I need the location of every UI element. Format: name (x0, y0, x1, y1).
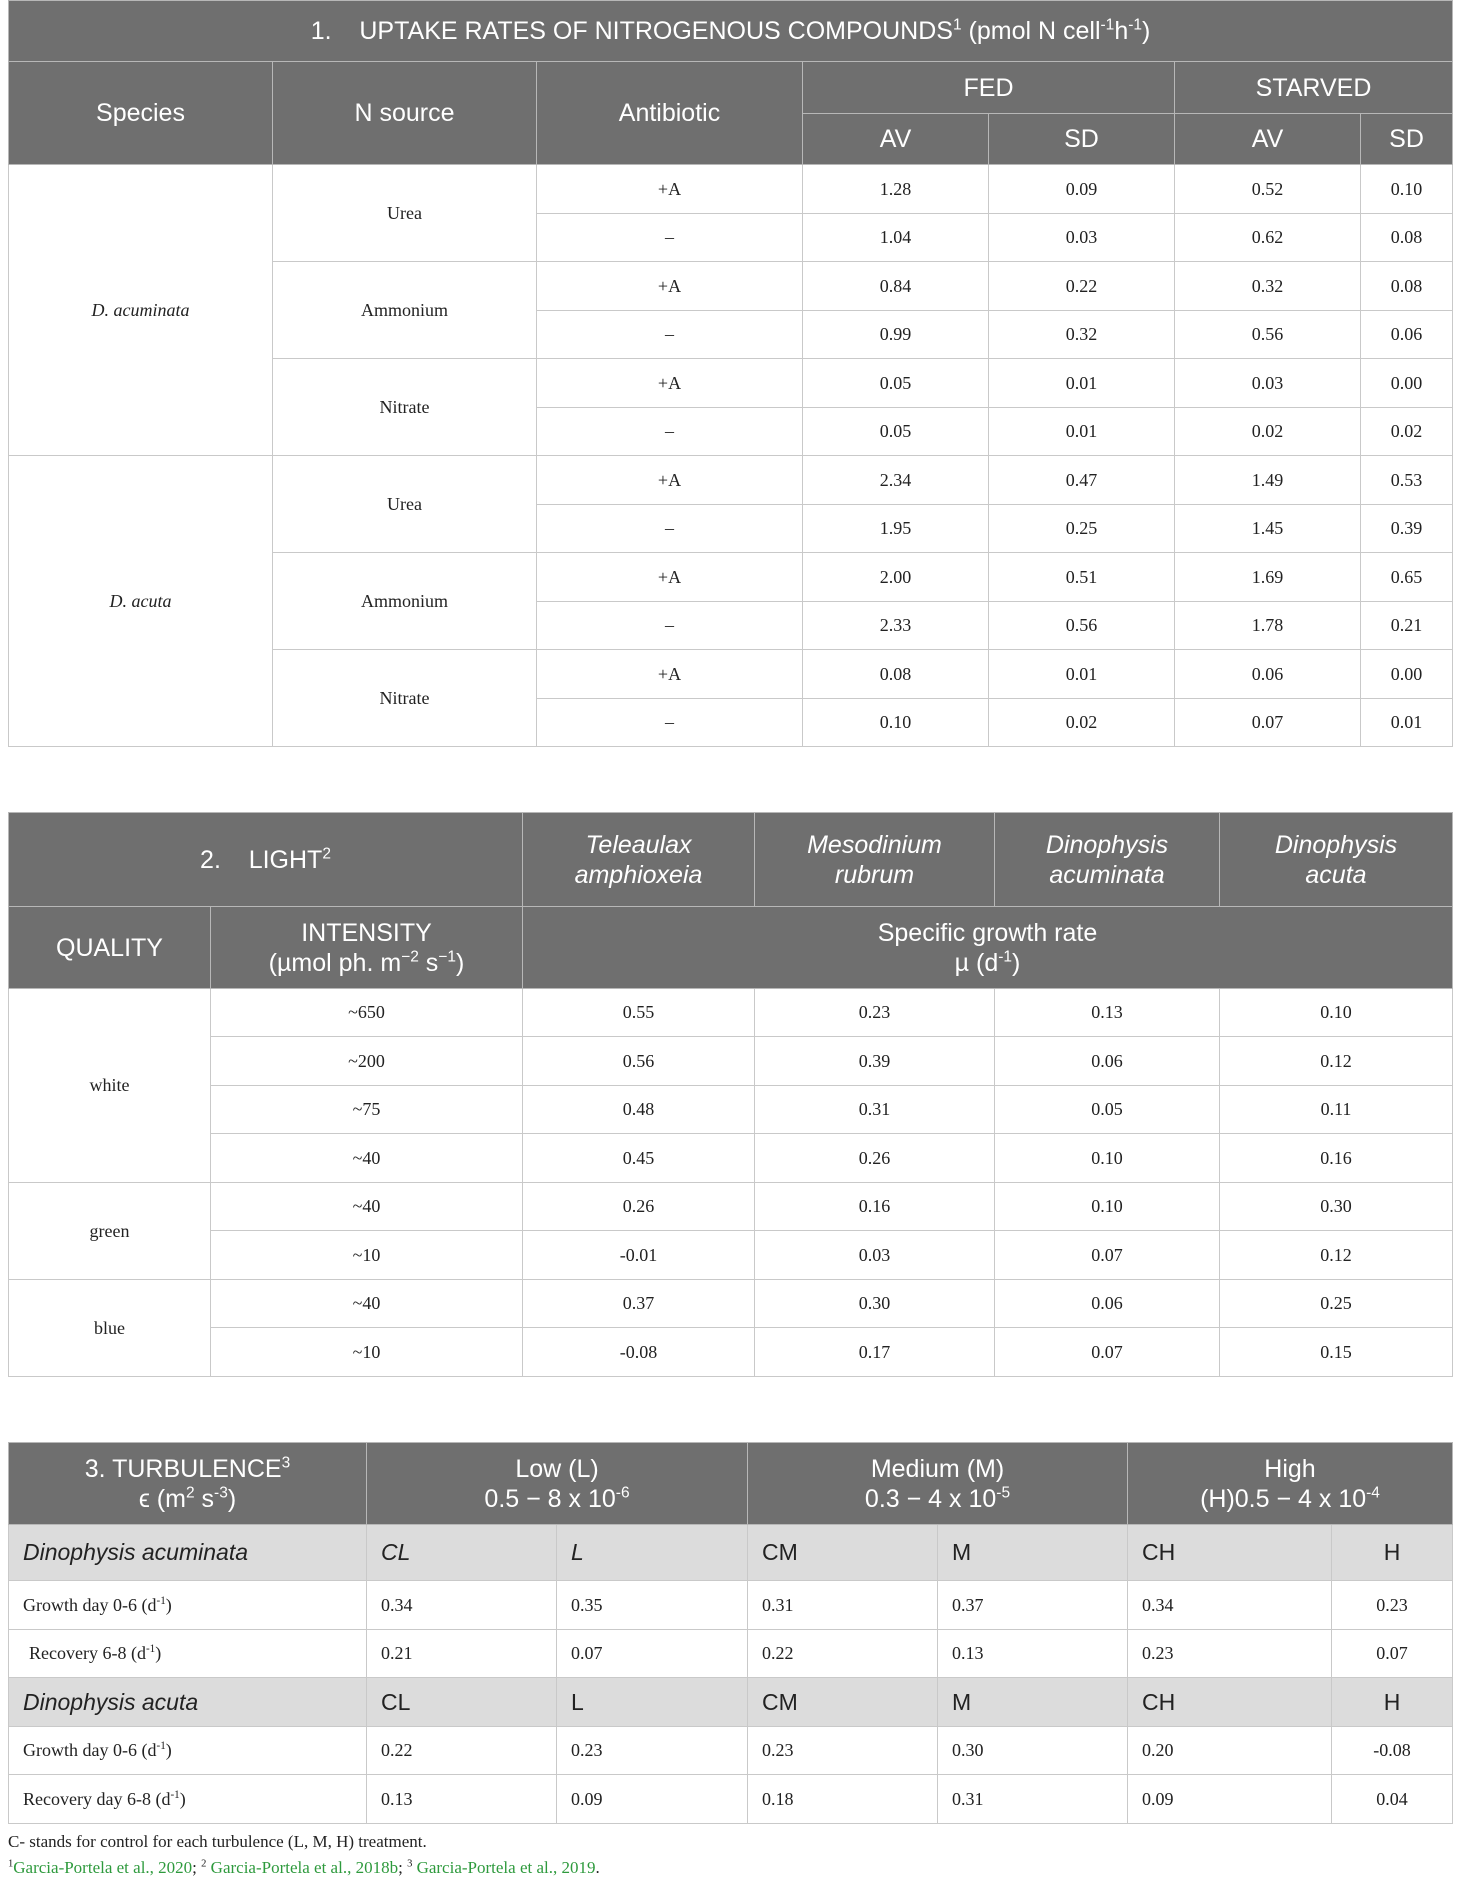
value-cell: 0.07 (557, 1630, 748, 1678)
species-header (523, 813, 755, 907)
ref-end: . (595, 1858, 600, 1877)
starved-av-cell: 1.78 (1175, 602, 1361, 650)
value-cell: 0.34 (367, 1581, 557, 1630)
value-cell: 0.23 (1332, 1581, 1453, 1630)
col-fed: FED (803, 62, 1175, 114)
row-label-sup: -1 (170, 1788, 180, 1801)
value-cell: 0.20 (1128, 1727, 1332, 1775)
treatment-label: M (938, 1525, 1128, 1581)
medium-line1: Medium (M) (870, 1454, 1005, 1483)
table3-unit-sup2: -3 (214, 1484, 228, 1502)
fed-av-cell: 2.34 (803, 456, 989, 505)
value-cell: 0.03 (755, 1231, 995, 1280)
fed-av-cell: 0.08 (803, 650, 989, 699)
species-name-line1: Dinophysis (1274, 830, 1398, 859)
citation-link-1[interactable]: Garcia-Portela et al., 2020 (13, 1858, 193, 1877)
table-row (9, 1086, 1453, 1134)
quality-cell: green (9, 1183, 211, 1280)
value-cell: 0.09 (557, 1775, 748, 1824)
treatment-label: H (1332, 1525, 1453, 1581)
treatment-label: CH (1128, 1678, 1332, 1727)
table1-title-sup: 1 (952, 16, 962, 34)
value-cell: -0.01 (523, 1231, 755, 1280)
value-cell: 0.13 (938, 1630, 1128, 1678)
table1-title (9, 1, 1453, 62)
starved-sd-cell: 0.39 (1361, 505, 1453, 553)
intensity-cell: ~10 (211, 1328, 523, 1377)
col-growth-rate (523, 907, 1453, 989)
starved-sd-cell: 0.21 (1361, 602, 1453, 650)
table3-title-text: 3. TURBULENCE (84, 1454, 282, 1483)
starved-av-cell: 0.32 (1175, 262, 1361, 311)
species-name-line1: Mesodinium (807, 830, 942, 859)
citation-link-3[interactable]: Garcia-Portela et al., 2019 (416, 1858, 596, 1877)
value-cell: 0.34 (1128, 1581, 1332, 1630)
fed-av-cell: 2.33 (803, 602, 989, 650)
low-range: 0.5 − 8 x 10 (484, 1484, 616, 1513)
fed-sd-cell: 0.32 (989, 311, 1175, 359)
antibiotic-cell: – (537, 408, 803, 456)
species-name-line1: Teleaulax (585, 830, 692, 859)
starved-sd-cell: 0.06 (1361, 311, 1453, 359)
intensity-cell: ~40 (211, 1183, 523, 1231)
row-label-text: Recovery day 6-8 (d (23, 1788, 171, 1809)
species-name-line2: amphioxeia (574, 860, 703, 889)
starved-av-cell: 0.03 (1175, 359, 1361, 408)
col-low (367, 1443, 748, 1525)
table-row (9, 1775, 1453, 1824)
col-antibiotic: Antibiotic (537, 62, 803, 165)
antibiotic-cell: +A (537, 359, 803, 408)
value-cell: 0.17 (755, 1328, 995, 1377)
intensity-unit-close: ) (455, 948, 465, 977)
table1-unit-sup1: -1 (1100, 16, 1115, 34)
quality-cell: white (9, 989, 211, 1183)
fed-av-cell: 2.00 (803, 553, 989, 602)
low-sup: -6 (615, 1484, 630, 1502)
value-cell: 0.48 (523, 1086, 755, 1134)
starved-av-cell: 0.52 (1175, 165, 1361, 214)
antibiotic-cell: +A (537, 456, 803, 505)
value-cell: 0.30 (755, 1280, 995, 1328)
intensity-line1: INTENSITY (301, 918, 432, 947)
high-line1: High (1264, 1454, 1316, 1483)
starved-sd-cell: 0.02 (1361, 408, 1453, 456)
fed-av-cell: 1.28 (803, 165, 989, 214)
table2-title-prefix: 2. (200, 845, 221, 874)
fed-av-cell: 0.05 (803, 359, 989, 408)
starved-sd-cell: 0.65 (1361, 553, 1453, 602)
value-cell: 0.23 (1128, 1630, 1332, 1678)
nsource-cell: Ammonium (273, 262, 537, 359)
fed-sd-cell: 0.02 (989, 699, 1175, 747)
intensity-cell: ~40 (211, 1134, 523, 1183)
table1-title-unit: (pmol N cell (968, 17, 1101, 45)
high-sup: -4 (1366, 1484, 1380, 1502)
fed-sd-cell: 0.01 (989, 359, 1175, 408)
antibiotic-cell: – (537, 311, 803, 359)
nsource-cell: Ammonium (273, 553, 537, 650)
col-quality: QUALITY (9, 907, 211, 989)
value-cell: 0.26 (755, 1134, 995, 1183)
col-starved: STARVED (1175, 62, 1453, 114)
treatment-label: CM (748, 1678, 938, 1727)
table3-unit-sup1: 2 (185, 1484, 195, 1502)
value-cell: 0.39 (755, 1037, 995, 1086)
table3-unit-close: ) (227, 1484, 237, 1513)
fed-sd-cell: 0.51 (989, 553, 1175, 602)
table-row (9, 1231, 1453, 1280)
row-label-sup: -1 (145, 1643, 156, 1655)
fed-sd-cell: 0.56 (989, 602, 1175, 650)
col-starved-av: AV (1175, 114, 1361, 165)
value-cell: 0.31 (938, 1775, 1128, 1824)
intensity-sup2: −1 (438, 948, 456, 966)
table-row (9, 165, 1453, 214)
row-label-text: Recovery 6-8 (d (29, 1643, 146, 1663)
citation-link-2[interactable]: Garcia-Portela et al., 2018b (210, 1858, 399, 1877)
high-range: (H)0.5 − 4 x 10 (1200, 1484, 1367, 1513)
treatment-label: CL (367, 1525, 557, 1581)
value-cell: 0.55 (523, 989, 755, 1037)
antibiotic-cell: +A (537, 553, 803, 602)
col-intensity (211, 907, 523, 989)
row-label-end: ) (179, 1788, 186, 1809)
starved-sd-cell: 0.01 (1361, 699, 1453, 747)
value-cell: 0.16 (755, 1183, 995, 1231)
fed-av-cell: 0.99 (803, 311, 989, 359)
nsource-cell: Urea (273, 165, 537, 262)
starved-sd-cell: 0.00 (1361, 650, 1453, 699)
value-cell: 0.10 (1220, 989, 1453, 1037)
footnote-control: C- stands for control for each turbulence (L, M, H) treatment. (8, 1832, 427, 1851)
value-cell: 0.22 (748, 1630, 938, 1678)
antibiotic-cell: +A (537, 650, 803, 699)
section-header-row (9, 1525, 1453, 1581)
value-cell: 0.05 (995, 1086, 1220, 1134)
fed-sd-cell: 0.03 (989, 214, 1175, 262)
species-name-line2: acuta (1305, 860, 1367, 889)
ref-sup-1: 1 (8, 1858, 14, 1870)
value-cell: 0.06 (995, 1280, 1220, 1328)
value-cell: 0.31 (748, 1581, 938, 1630)
section-species: Dinophysis acuminata (9, 1525, 367, 1581)
value-cell: 0.56 (523, 1037, 755, 1086)
footnote-references (8, 1858, 600, 1878)
intensity-cell: ~650 (211, 989, 523, 1037)
value-cell: 0.15 (1220, 1328, 1453, 1377)
ref-sep-1: ; (192, 1858, 197, 1877)
value-cell: 0.23 (748, 1727, 938, 1775)
starved-av-cell: 0.56 (1175, 311, 1361, 359)
fed-sd-cell: 0.01 (989, 408, 1175, 456)
table-row (9, 1183, 1453, 1231)
intensity-cell: ~75 (211, 1086, 523, 1134)
fed-sd-cell: 0.25 (989, 505, 1175, 553)
turbulence-table (8, 1442, 1453, 1824)
row-label (9, 1775, 367, 1824)
row-label-text: Growth day 0-6 (d (23, 1740, 157, 1760)
treatment-label: M (938, 1678, 1128, 1727)
starved-sd-cell: 0.53 (1361, 456, 1453, 505)
row-label-end: ) (165, 1740, 172, 1760)
row-label-sup: -1 (156, 1594, 166, 1607)
fed-av-cell: 1.04 (803, 214, 989, 262)
treatment-label: L (557, 1678, 748, 1727)
uptake-rates-table (8, 0, 1453, 747)
value-cell: 0.13 (995, 989, 1220, 1037)
value-cell: 0.35 (557, 1581, 748, 1630)
table-row (9, 1280, 1453, 1328)
table-row (9, 456, 1453, 505)
table2-title (9, 813, 523, 907)
antibiotic-cell: +A (537, 165, 803, 214)
value-cell: 0.45 (523, 1134, 755, 1183)
row-label-text: Growth day 0-6 (d (23, 1594, 157, 1615)
fed-sd-cell: 0.47 (989, 456, 1175, 505)
table-row (9, 1727, 1453, 1775)
col-starved-sd: SD (1361, 114, 1453, 165)
value-cell: 0.13 (367, 1775, 557, 1824)
low-line1: Low (L) (515, 1454, 599, 1483)
starved-sd-cell: 0.00 (1361, 359, 1453, 408)
species-cell: D. acuminata (9, 165, 273, 456)
value-cell: 0.16 (1220, 1134, 1453, 1183)
table-row (9, 1328, 1453, 1377)
value-cell: 0.22 (367, 1727, 557, 1775)
starved-av-cell: 0.07 (1175, 699, 1361, 747)
treatment-label: L (557, 1525, 748, 1581)
nsource-cell: Nitrate (273, 650, 537, 747)
table2-title-sup: 2 (322, 845, 331, 863)
table1-unit-sup2: -1 (1128, 16, 1143, 34)
value-cell: 0.04 (1332, 1775, 1453, 1824)
col-fed-sd: SD (989, 114, 1175, 165)
treatment-label: CH (1128, 1525, 1332, 1581)
value-cell: 0.18 (748, 1775, 938, 1824)
value-cell: 0.07 (995, 1231, 1220, 1280)
antibiotic-cell: +A (537, 262, 803, 311)
antibiotic-cell: – (537, 505, 803, 553)
ref-sup-3: 3 (407, 1858, 413, 1870)
table-row (9, 1581, 1453, 1630)
starved-sd-cell: 0.08 (1361, 262, 1453, 311)
col-species: Species (9, 62, 273, 165)
value-cell: 0.23 (557, 1727, 748, 1775)
species-name-line2: acuminata (1049, 860, 1165, 889)
intensity-cell: ~40 (211, 1280, 523, 1328)
species-name-line2: rubrum (834, 860, 915, 889)
col-fed-av: AV (803, 114, 989, 165)
row-label-end: ) (165, 1594, 172, 1615)
value-cell: -0.08 (523, 1328, 755, 1377)
fed-sd-cell: 0.22 (989, 262, 1175, 311)
value-cell: 0.07 (1332, 1630, 1453, 1678)
starved-sd-cell: 0.08 (1361, 214, 1453, 262)
intensity-sup1: −2 (401, 948, 419, 966)
fed-av-cell: 0.84 (803, 262, 989, 311)
species-cell: D. acuta (9, 456, 273, 747)
starved-sd-cell: 0.10 (1361, 165, 1453, 214)
table3-title (9, 1443, 367, 1525)
value-cell: 0.25 (1220, 1280, 1453, 1328)
table1-unit-close: ) (1142, 17, 1151, 45)
light-table (8, 812, 1453, 1377)
value-cell: 0.12 (1220, 1037, 1453, 1086)
value-cell: 0.09 (1128, 1775, 1332, 1824)
table3-title-sup: 3 (281, 1454, 291, 1472)
table-row (9, 1134, 1453, 1183)
antibiotic-cell: – (537, 602, 803, 650)
table-row (9, 1037, 1453, 1086)
col-high (1128, 1443, 1453, 1525)
species-header (755, 813, 995, 907)
value-cell: 0.31 (755, 1086, 995, 1134)
col-nsource: N source (273, 62, 537, 165)
table3-unit: ϵ (m (138, 1484, 186, 1513)
table1-title-text: UPTAKE RATES OF NITROGENOUS COMPOUNDS (359, 17, 953, 45)
fed-sd-cell: 0.09 (989, 165, 1175, 214)
nsource-cell: Nitrate (273, 359, 537, 456)
intensity-cell: ~10 (211, 1231, 523, 1280)
value-cell: 0.11 (1220, 1086, 1453, 1134)
value-cell: 0.30 (938, 1727, 1128, 1775)
treatment-label: CM (748, 1525, 938, 1581)
treatment-label: CL (367, 1678, 557, 1727)
value-cell: 0.23 (755, 989, 995, 1037)
antibiotic-cell: – (537, 699, 803, 747)
starved-av-cell: 0.62 (1175, 214, 1361, 262)
antibiotic-cell: – (537, 214, 803, 262)
fed-av-cell: 0.05 (803, 408, 989, 456)
value-cell: 0.10 (995, 1183, 1220, 1231)
medium-range: 0.3 − 4 x 10 (864, 1484, 997, 1513)
intensity-unit-s: s (418, 948, 439, 977)
table-row (9, 1630, 1453, 1678)
intensity-unit: (µmol ph. m (268, 948, 402, 977)
species-header (1220, 813, 1453, 907)
starved-av-cell: 0.02 (1175, 408, 1361, 456)
quality-cell: blue (9, 1280, 211, 1377)
growth-unit-close: ) (1012, 948, 1021, 977)
col-medium (748, 1443, 1128, 1525)
row-label (9, 1581, 367, 1630)
intensity-cell: ~200 (211, 1037, 523, 1086)
species-header (995, 813, 1220, 907)
growth-unit: µ (d (954, 948, 999, 977)
table1-unit-h: h (1114, 17, 1129, 45)
table2-title-text: LIGHT (248, 845, 323, 874)
starved-av-cell: 0.06 (1175, 650, 1361, 699)
medium-sup: -5 (996, 1484, 1011, 1502)
table1-title-prefix: 1. (310, 17, 332, 45)
value-cell: 0.07 (995, 1328, 1220, 1377)
starved-av-cell: 1.45 (1175, 505, 1361, 553)
value-cell: 0.06 (995, 1037, 1220, 1086)
value-cell: 0.26 (523, 1183, 755, 1231)
row-label (9, 1630, 367, 1678)
row-label-sup: -1 (156, 1740, 166, 1752)
value-cell: 0.21 (367, 1630, 557, 1678)
row-label (9, 1727, 367, 1775)
fed-av-cell: 1.95 (803, 505, 989, 553)
treatment-label: H (1332, 1678, 1453, 1727)
value-cell: 0.30 (1220, 1183, 1453, 1231)
table-row (9, 989, 1453, 1037)
row-label-end: ) (155, 1643, 162, 1663)
starved-av-cell: 1.69 (1175, 553, 1361, 602)
nsource-cell: Urea (273, 456, 537, 553)
growth-line1: Specific growth rate (877, 918, 1098, 947)
growth-sup: -1 (998, 948, 1013, 966)
table3-unit-s: s (194, 1484, 215, 1513)
value-cell: 0.12 (1220, 1231, 1453, 1280)
value-cell: -0.08 (1332, 1727, 1453, 1775)
value-cell: 0.37 (938, 1581, 1128, 1630)
fed-sd-cell: 0.01 (989, 650, 1175, 699)
section-species: Dinophysis acuta (9, 1678, 367, 1727)
fed-av-cell: 0.10 (803, 699, 989, 747)
ref-sep-2: ; (398, 1858, 403, 1877)
section-header-row (9, 1678, 1453, 1727)
value-cell: 0.37 (523, 1280, 755, 1328)
species-name-line1: Dinophysis (1045, 830, 1169, 859)
ref-sup-2: 2 (201, 1858, 207, 1870)
value-cell: 0.10 (995, 1134, 1220, 1183)
starved-av-cell: 1.49 (1175, 456, 1361, 505)
